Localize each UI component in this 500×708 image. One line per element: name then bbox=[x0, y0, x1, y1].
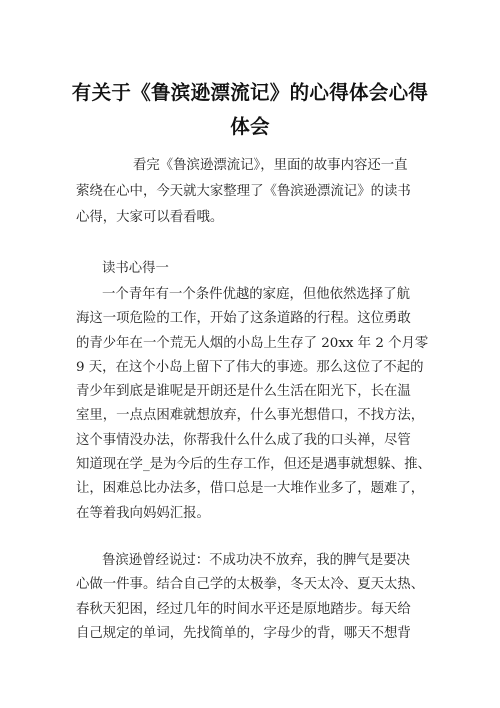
intro-line: 心得，大家可以看看哦。 bbox=[76, 210, 224, 225]
paragraph-line: 这个事情没办法，你帮我什么什么成了我的口头禅，尽管 bbox=[76, 432, 411, 448]
paragraph-line: 让，困难总比办法多，借口总是一大堆作业多了，题难了， bbox=[76, 481, 425, 497]
title-line: 有关于《鲁滨逊漂流记》的心得体会心得 bbox=[71, 81, 429, 104]
intro-line: 看完《鲁滨逊漂流记》，里面的故事内容还一直 bbox=[133, 158, 408, 173]
paragraph-line: 心做一件事。结合自己学的太极拳，冬天太冷、夏天太热、 bbox=[76, 577, 425, 593]
paragraph-line: 自己规定的单词，先找简单的，字母少的背，哪天不想背 bbox=[76, 625, 411, 641]
paragraph-line: 春秋天犯困，经过几年的时间水平还是原地踏步。每天给 bbox=[76, 601, 411, 617]
paragraph-line: 知道现在学_是为今后的生存工作，但还是遇事就想躲、推、 bbox=[76, 457, 431, 473]
paragraph-line: 鲁滨逊曾经说过：不成功决不放弃，我的脾气是要决 bbox=[102, 553, 410, 568]
document-title bbox=[60, 76, 440, 144]
body-paragraph-1 bbox=[76, 283, 436, 526]
paragraph-line: 青少年到底是谁呢是开朗还是什么生活在阳光下，长在温 bbox=[76, 384, 411, 400]
intro-line: 萦绕在心中，今天就大家整理了《鲁滨逊漂流记》的读书 bbox=[76, 184, 411, 199]
body-paragraph-2 bbox=[76, 549, 436, 646]
paragraph-line: 9 天，在这个小岛上留下了伟大的事迹。那么这位了不起的 bbox=[76, 359, 424, 375]
section-heading: 读书心得一 bbox=[102, 261, 169, 276]
paragraph-line: 海这一项危险的工作，开始了这条道路的行程。这位勇敢 bbox=[76, 311, 411, 327]
paragraph-line: 的青少年在一个荒无人烟的小岛上生存了 20xx 年 2 个月零 bbox=[76, 335, 429, 351]
paragraph-line: 一个青年有一个条件优越的家庭，但他依然选择了航 bbox=[102, 287, 410, 302]
paragraph-line: 在等着我向妈妈汇报。 bbox=[76, 505, 210, 521]
paragraph-line: 室里，一点点困难就想放弃，什么事光想借口，不找方法， bbox=[76, 408, 425, 424]
intro-paragraph bbox=[76, 153, 426, 231]
title-line: 体会 bbox=[230, 115, 270, 138]
